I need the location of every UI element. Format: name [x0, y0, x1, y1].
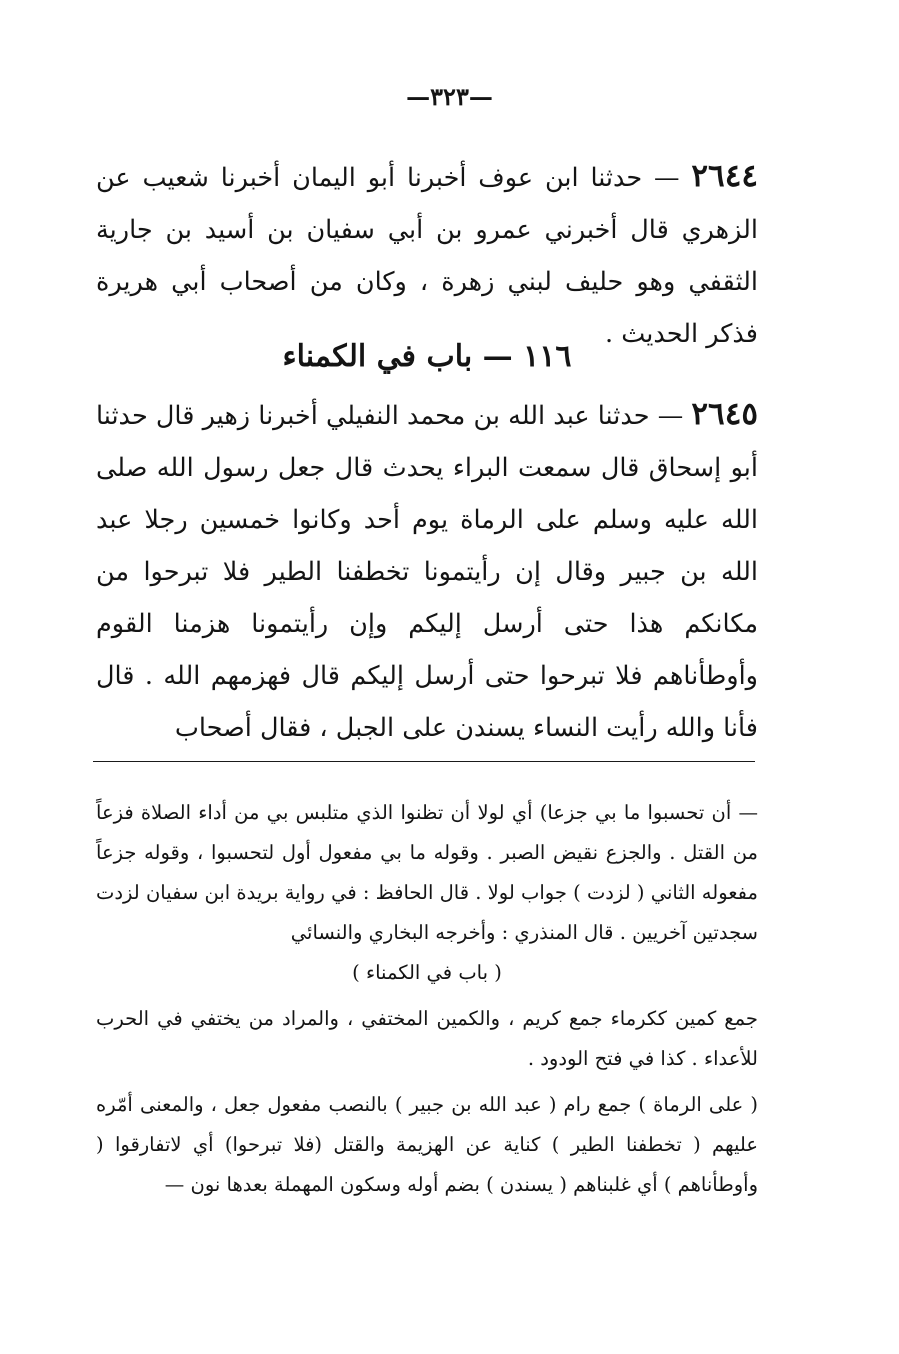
hadith-number: ٢٦٤٥: [691, 396, 759, 432]
hadith-text: — حدثنا عبد الله بن محمد النفيلي أخبرنا زهير قال حدثنا أبو إسحاق قال سمعت البراء يحدث قال جعل رسول الله صلى الله عليه وسلم على الرماة يوم أحد وكانوا خمسين رجلا عبد الله بن جبير وقال إن رأيتمونا تخطفنا الطير فلا تبرحوا من مكانكم هذا حتى أرسل إليكم وإن رأيتمونا هزمنا القوم وأوطأناهم فلا تبرحوا حتى أرسل إليكم قال فهزمهم الله . قال فأنا والله رأيت النساء يسندن على الجبل ، فقال أصحاب: [96, 401, 758, 743]
footnote-chapter-heading: ( باب في الكمناء ): [352, 961, 502, 984]
chapter-title: — باب في الكمناء: [282, 339, 513, 374]
chapter-heading: [96, 332, 758, 382]
hadith-2645: [96, 388, 758, 754]
footnotes: [96, 793, 758, 1205]
footnote-paragraph: جمع كمين ككرماء جمع كريم ، والكمين المختفي ، والمراد من يختفي في الحرب للأعداء . كذا في فتح الودود .: [96, 1007, 758, 1070]
hadith-text: — حدثنا ابن عوف أخبرنا أبو اليمان أخبرنا شعيب عن الزهري قال أخبرني عمرو بن أبي سفيان بن أسيد بن جارية الثقفي وهو حليف لبني زهرة ، وكان من أصحاب أبي هريرة فذكر الحديث .: [96, 163, 758, 349]
page-number: —٣٢٣—: [406, 82, 493, 111]
footnote-paragraph: — أن تحسبوا ما بي جزعا) أي لولا أن تظنوا الذي متلبس بي من أداء الصلاة فزعاً من القتل . والجزع نقيض الصبر . وقوله ما بي مفعول أول لتحسبوا ، وقوله جزعاً مفعوله الثاني ( لزدت ) جواب لولا . قال الحافظ : في رواية بريدة ابن سفيان لزدت سجدتين آخريين . قال المنذري : وأخرجه البخاري والنسائي: [96, 801, 758, 944]
chapter-number: ١١٦: [523, 339, 572, 374]
hadith-number: ٢٦٤٤: [691, 158, 758, 194]
hadith-2644: [96, 150, 758, 360]
footnote-divider: [93, 761, 755, 762]
footnote-paragraph: ( على الرماة ) جمع رام ( عبد الله بن جبير ) بالنصب مفعول جعل ، والمعنى أمّره عليهم ( تخطفنا الطير ) كناية عن الهزيمة والقتل (فلا تبرحوا) أي لاتفارقوا ( وأوطأناهم ) أي غلبناهم ( يسندن ) بضم أوله وسكون المهملة بعدها نون —: [96, 1093, 758, 1196]
